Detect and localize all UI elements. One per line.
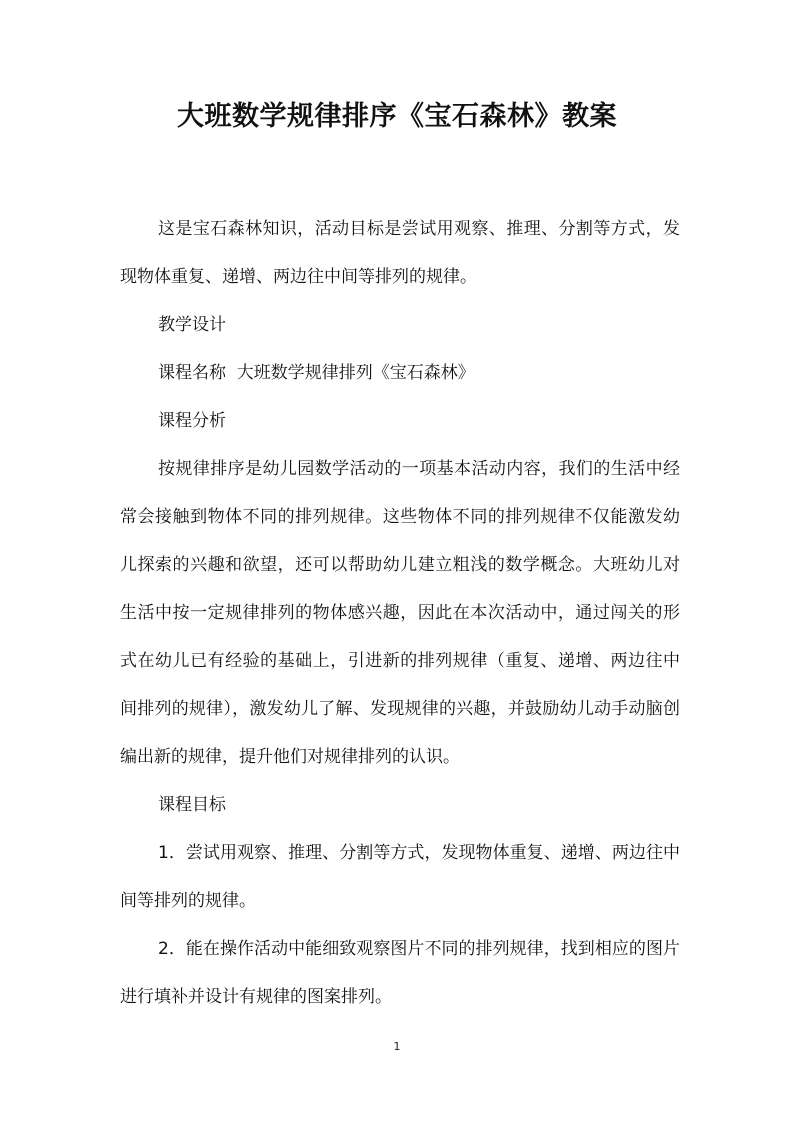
page-number: 1 bbox=[393, 1040, 401, 1053]
paragraph-goal-1: 1．尝试用观察、推理、分割等方式，发现物体重复、递增、两边往中间等排列的规律。 bbox=[120, 843, 680, 911]
paragraph-goal-2: 2．能在操作活动中能细致观察图片不同的排列规律，找到相应的图片进行填补并设计有规律的图案排列。 bbox=[120, 939, 680, 1007]
document-body bbox=[120, 205, 680, 1021]
paragraph-course-analysis: 按规律排序是幼儿园数学活动的一项基本活动内容，我们的生活中经常会接触到物体不同的排列规律。这些物体不同的排列规律不仅能激发幼儿探索的兴趣和欲望，还可以帮助幼儿建立粗浅的数学概念。大班幼儿对生活中按一定规律排列的物体感兴趣，因此在本次活动中，通过闯关的形式在幼儿已有经验的基础上，引进新的排列规律（重复、递增、两边往中间排列的规律），激发幼儿了解、发现规律的兴趣，并鼓励幼儿动手动脑创编出新的规律，提升他们对规律排列的认识。 bbox=[120, 459, 680, 767]
paragraph-course-name: 课程名称 大班数学规律排列《宝石森林》 bbox=[158, 363, 475, 383]
heading-course-goals: 课程目标 bbox=[158, 795, 226, 815]
page-title: 大班数学规律排序《宝石森林》教案 bbox=[177, 101, 617, 132]
heading-course-analysis: 课程分析 bbox=[158, 411, 226, 431]
heading-teaching-design: 教学设计 bbox=[158, 315, 226, 335]
paragraph-intro: 这是宝石森林知识，活动目标是尝试用观察、推理、分割等方式，发现物体重复、递增、两边往中间等排列的规律。 bbox=[120, 219, 680, 287]
